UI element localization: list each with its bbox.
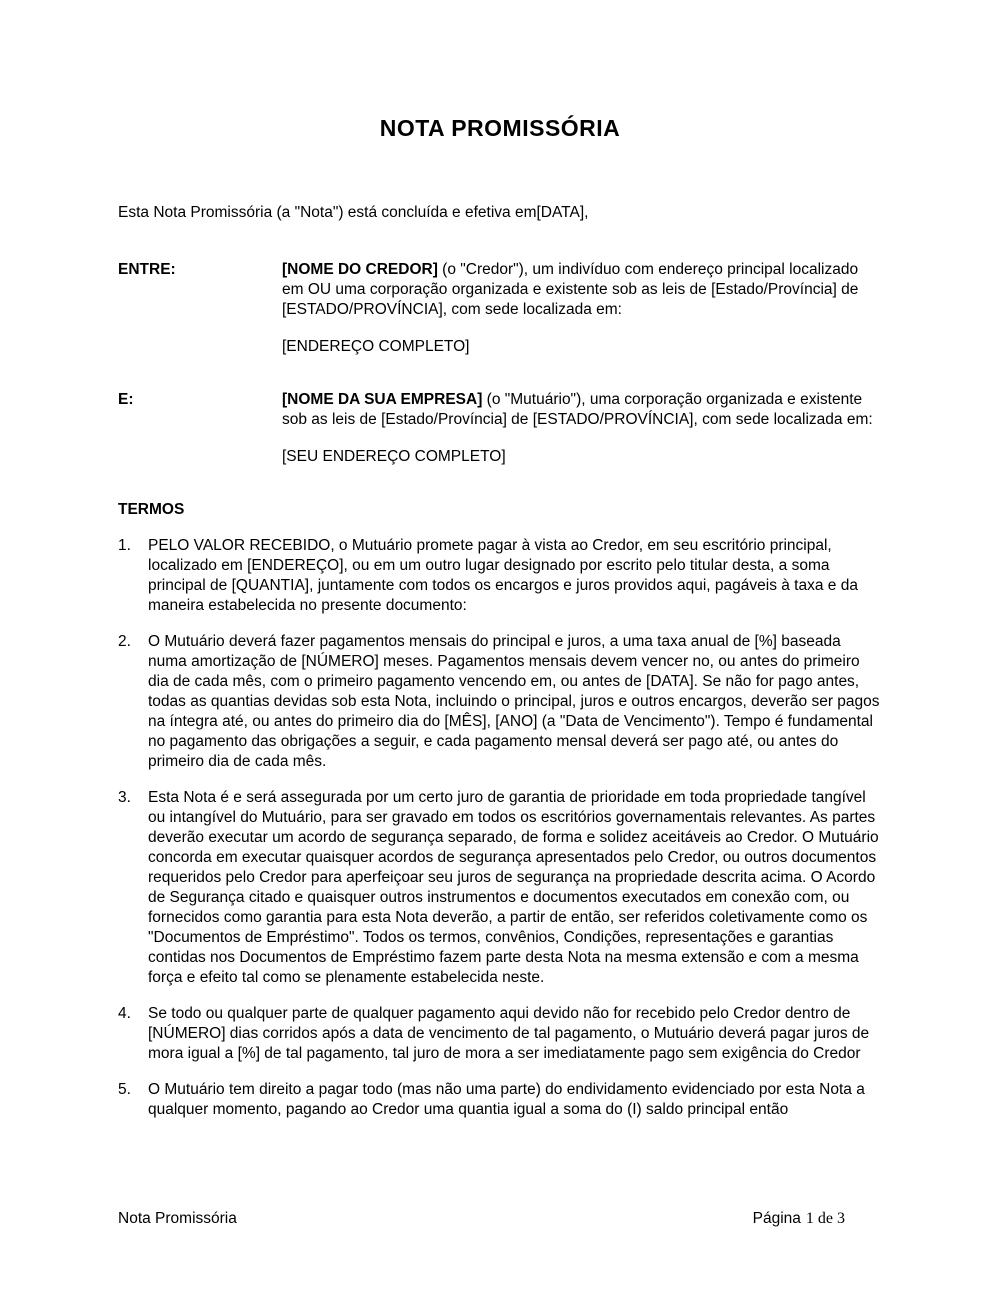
term-text-4: Se todo ou qualquer parte de qualquer pagamento aqui devido não for recebido pelo Credor dentro de [NÚMERO] dias corridos após a data de vencimento de tal pagamento, o Mutuário deverá pagar juros de mora igual a [%] de tal pagamento, tal juro de mora a ser imediatamente pago sem exigência do Credor bbox=[148, 1005, 870, 1062]
page-footer bbox=[118, 1209, 882, 1229]
party-and-label: E: bbox=[118, 391, 134, 408]
term-number-4: 4. bbox=[118, 1005, 131, 1022]
party-between-section bbox=[118, 260, 882, 357]
term-text-5: O Mutuário tem direito a pagar todo (mas não uma parte) do endividamento evidenciado por esta Nota a qualquer momento, pagando ao Credor uma quantia igual a soma do (I) saldo principal então bbox=[148, 1081, 865, 1118]
creditor-description-text: (o "Credor"), um indivíduo com endereço principal localizado em OU uma corporação organizada e existente sob as leis de [Estado/Província] de [ESTADO/PROVÍNCIA], com sede localizada em: bbox=[282, 261, 859, 318]
creditor-description bbox=[282, 260, 882, 320]
borrower-address-placeholder: [SEU ENDEREÇO COMPLETO] bbox=[282, 448, 506, 465]
creditor-address-placeholder: [ENDEREÇO COMPLETO] bbox=[282, 338, 470, 355]
term-item-1 bbox=[118, 536, 882, 616]
term-text-1: PELO VALOR RECEBIDO, o Mutuário promete pagar à vista ao Credor, em seu escritório principal, localizado em [ENDEREÇO], ou em um outro lugar designado por escrito pelo titular desta, a soma principal de [QUANTIA], juntamente com todos os encargos e juros providos aqui, pagáveis à taxa e da maneira estabelecida no presente documento: bbox=[148, 537, 858, 614]
party-and-content bbox=[282, 390, 882, 467]
term-item-4 bbox=[118, 1004, 882, 1064]
term-item-5 bbox=[118, 1080, 882, 1120]
party-and-section bbox=[118, 390, 882, 467]
borrower-name-placeholder: [NOME DA SUA EMPRESA] bbox=[282, 391, 483, 408]
terms-list bbox=[118, 536, 882, 1120]
term-text-2: O Mutuário deverá fazer pagamentos mensais do principal e juros, a uma taxa anual de [%] baseada numa amortização de [NÚMERO] meses. Pagamentos mensais devem vencer no, ou antes do primeiro dia de cada mês, com o primeiro pagamento vencendo em, ou antes de [DATA]. Se não for pago antes, todas as quantias devidas sob esta Nota, incluindo o principal, juros e outros encargos, deverão ser pagos na íntegra até, ou antes do primeiro dia do [MÊS], [ANO] (a "Data de Vencimento"). Tempo é fundamental no pagamento das obrigações a seguir, e cada pagamento mensal deverá ser pago até, ou antes do primeiro dia de cada mês. bbox=[148, 633, 880, 770]
party-between-content bbox=[282, 260, 882, 357]
term-item-2 bbox=[118, 632, 882, 772]
borrower-description bbox=[282, 390, 882, 430]
footer-page-value: 1 de 3 bbox=[805, 1210, 845, 1227]
term-text-3: Esta Nota é e será assegurada por um certo juro de garantia de prioridade em toda propriedade tangível ou intangível do Mutuário, para ser gravado em todos os escritórios governamentais relevantes. As partes deverão executar um acordo de segurança separado, de forma e solidez aceitáveis ao Credor. O Mutuário concorda em executar quaisquer acordos de segurança apresentados pelo Credor, ou outros documentos requeridos pelo Credor para aperfeiçoar seu juros de segurança na propriedade descrita acima. O Acordo de Segurança citado e quaisquer outros instrumentos e documentos executados em conexão com, ou fornecidos como garantia para esta Nota deverão, a partir de então, ser referidos coletivamente como os "Documentos de Empréstimo". Todos os termos, convênios, Condições, representações e garantias contidas nos Documentos de Empréstimo fazem parte desta Nota na mesma extensão e com a mesma força e efeito tal como se plenamente estabelecida neste. bbox=[148, 789, 879, 986]
footer-page-label: Página bbox=[752, 1210, 801, 1227]
intro-paragraph: Esta Nota Promissória (a "Nota") está concluída e efetiva em[DATA], bbox=[118, 204, 589, 221]
creditor-name-placeholder: [NOME DO CREDOR] bbox=[282, 261, 438, 278]
term-number-3: 3. bbox=[118, 789, 131, 806]
term-number-2: 2. bbox=[118, 633, 131, 650]
terms-heading: TERMOS bbox=[118, 501, 185, 518]
term-number-1: 1. bbox=[118, 537, 131, 554]
borrower-description-text: (o "Mutuário"), uma corporação organizada e existente sob as leis de [Estado/Província] de [ESTADO/PROVÍNCIA], com sede localizada em: bbox=[282, 391, 873, 428]
party-between-label: ENTRE: bbox=[118, 261, 176, 278]
footer-page-number bbox=[753, 1209, 845, 1229]
document-title: NOTA PROMISSÓRIA bbox=[379, 115, 621, 141]
footer-document-name: Nota Promissória bbox=[118, 1210, 237, 1227]
term-number-5: 5. bbox=[118, 1081, 131, 1098]
term-item-3 bbox=[118, 788, 882, 988]
